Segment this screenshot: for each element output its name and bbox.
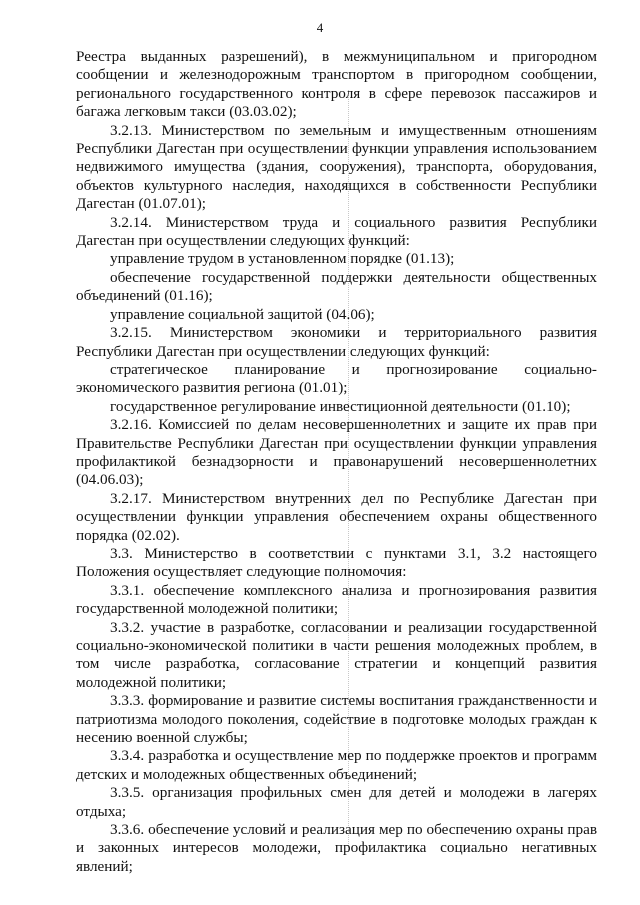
paragraph: 3.3.1. обеспечение комплексного анализа и прогнозирования развития государственной молодежной политики; — [76, 581, 597, 618]
paragraph: управление трудом в установленном порядке (01.13); — [110, 250, 455, 268]
page-number: 4 — [316, 20, 324, 35]
document-body — [76, 48, 597, 876]
paragraph: 3.2.14. Министерством труда и социального развития Республики Дагестан при осуществлении следующих функций: — [76, 213, 597, 250]
paragraph: управление социальной защитой (04.06); — [110, 305, 375, 323]
paragraph: 3.2.13. Министерством по земельным и имущественным отношениям Республики Дагестан при осуществлении функции управления использованием недвижимого имущества (здания, сооружения), транспорта, оборудования, объектов культурного наследия, находящихся в собственности Республики Дагестан (01.07.01); — [76, 121, 597, 213]
paragraph: государственное регулирование инвестиционной деятельности (01.10); — [110, 397, 571, 415]
paragraph: 3.2.15. Министерством экономики и территориального развития Республики Дагестан при осуществлении следующих функций: — [76, 324, 597, 360]
paragraph: 3.3. Министерство в соответствии с пунктами 3.1, 3.2 настоящего Положения осуществляет следующие полномочия: — [76, 544, 597, 581]
paragraph: Реестра выданных разрешений), в межмуниципальном и пригородном сообщении и железнодорожным транспортом в пригородном сообщении, регионального государственного контроля в сфере перевозок пассажиров и багажа легковым такси (03.03.02); — [76, 48, 597, 121]
paragraph: 3.3.3. формирование и развитие системы воспитания гражданственности и патриотизма молодого поколения, содействие в подготовке молодых граждан к несению военной службы; — [76, 692, 597, 747]
paragraph: обеспечение государственной поддержки деятельности общественных объединений (01.16); — [76, 268, 597, 305]
paragraph: 3.3.5. организация профильных смен для детей и молодежи в лагерях отдыха; — [76, 784, 597, 820]
paragraph: 3.3.4. разработка и осуществление мер по поддержке проектов и программ детских и молодежных общественных объединений; — [76, 747, 597, 783]
paragraph: 3.2.17. Министерством внутренних дел по Республике Дагестан при осуществлении функции управления обеспечением охраны общественного порядка (02.02). — [76, 489, 597, 544]
paragraph: стратегическое планирование и прогнозирование социально-экономического развития региона (01.01); — [76, 360, 597, 397]
paragraph: 3.3.2. участие в разработке, согласовании и реализации государственной социально-экономической политики в части решения молодежных проблем, в том числе разработка, согласование стратегии и концепций развития молодежной политики; — [76, 618, 597, 691]
paragraph: 3.2.16. Комиссией по делам несовершеннолетних и защите их прав при Правительстве Республики Дагестан при осуществлении функции управления профилактикой безнадзорности и правонарушений несовершеннолетних (04.06.03); — [76, 416, 597, 489]
paragraph: 3.3.6. обеспечение условий и реализация мер по обеспечению охраны прав и законных интересов молодежи, профилактика социально негативных явлений; — [76, 821, 597, 875]
